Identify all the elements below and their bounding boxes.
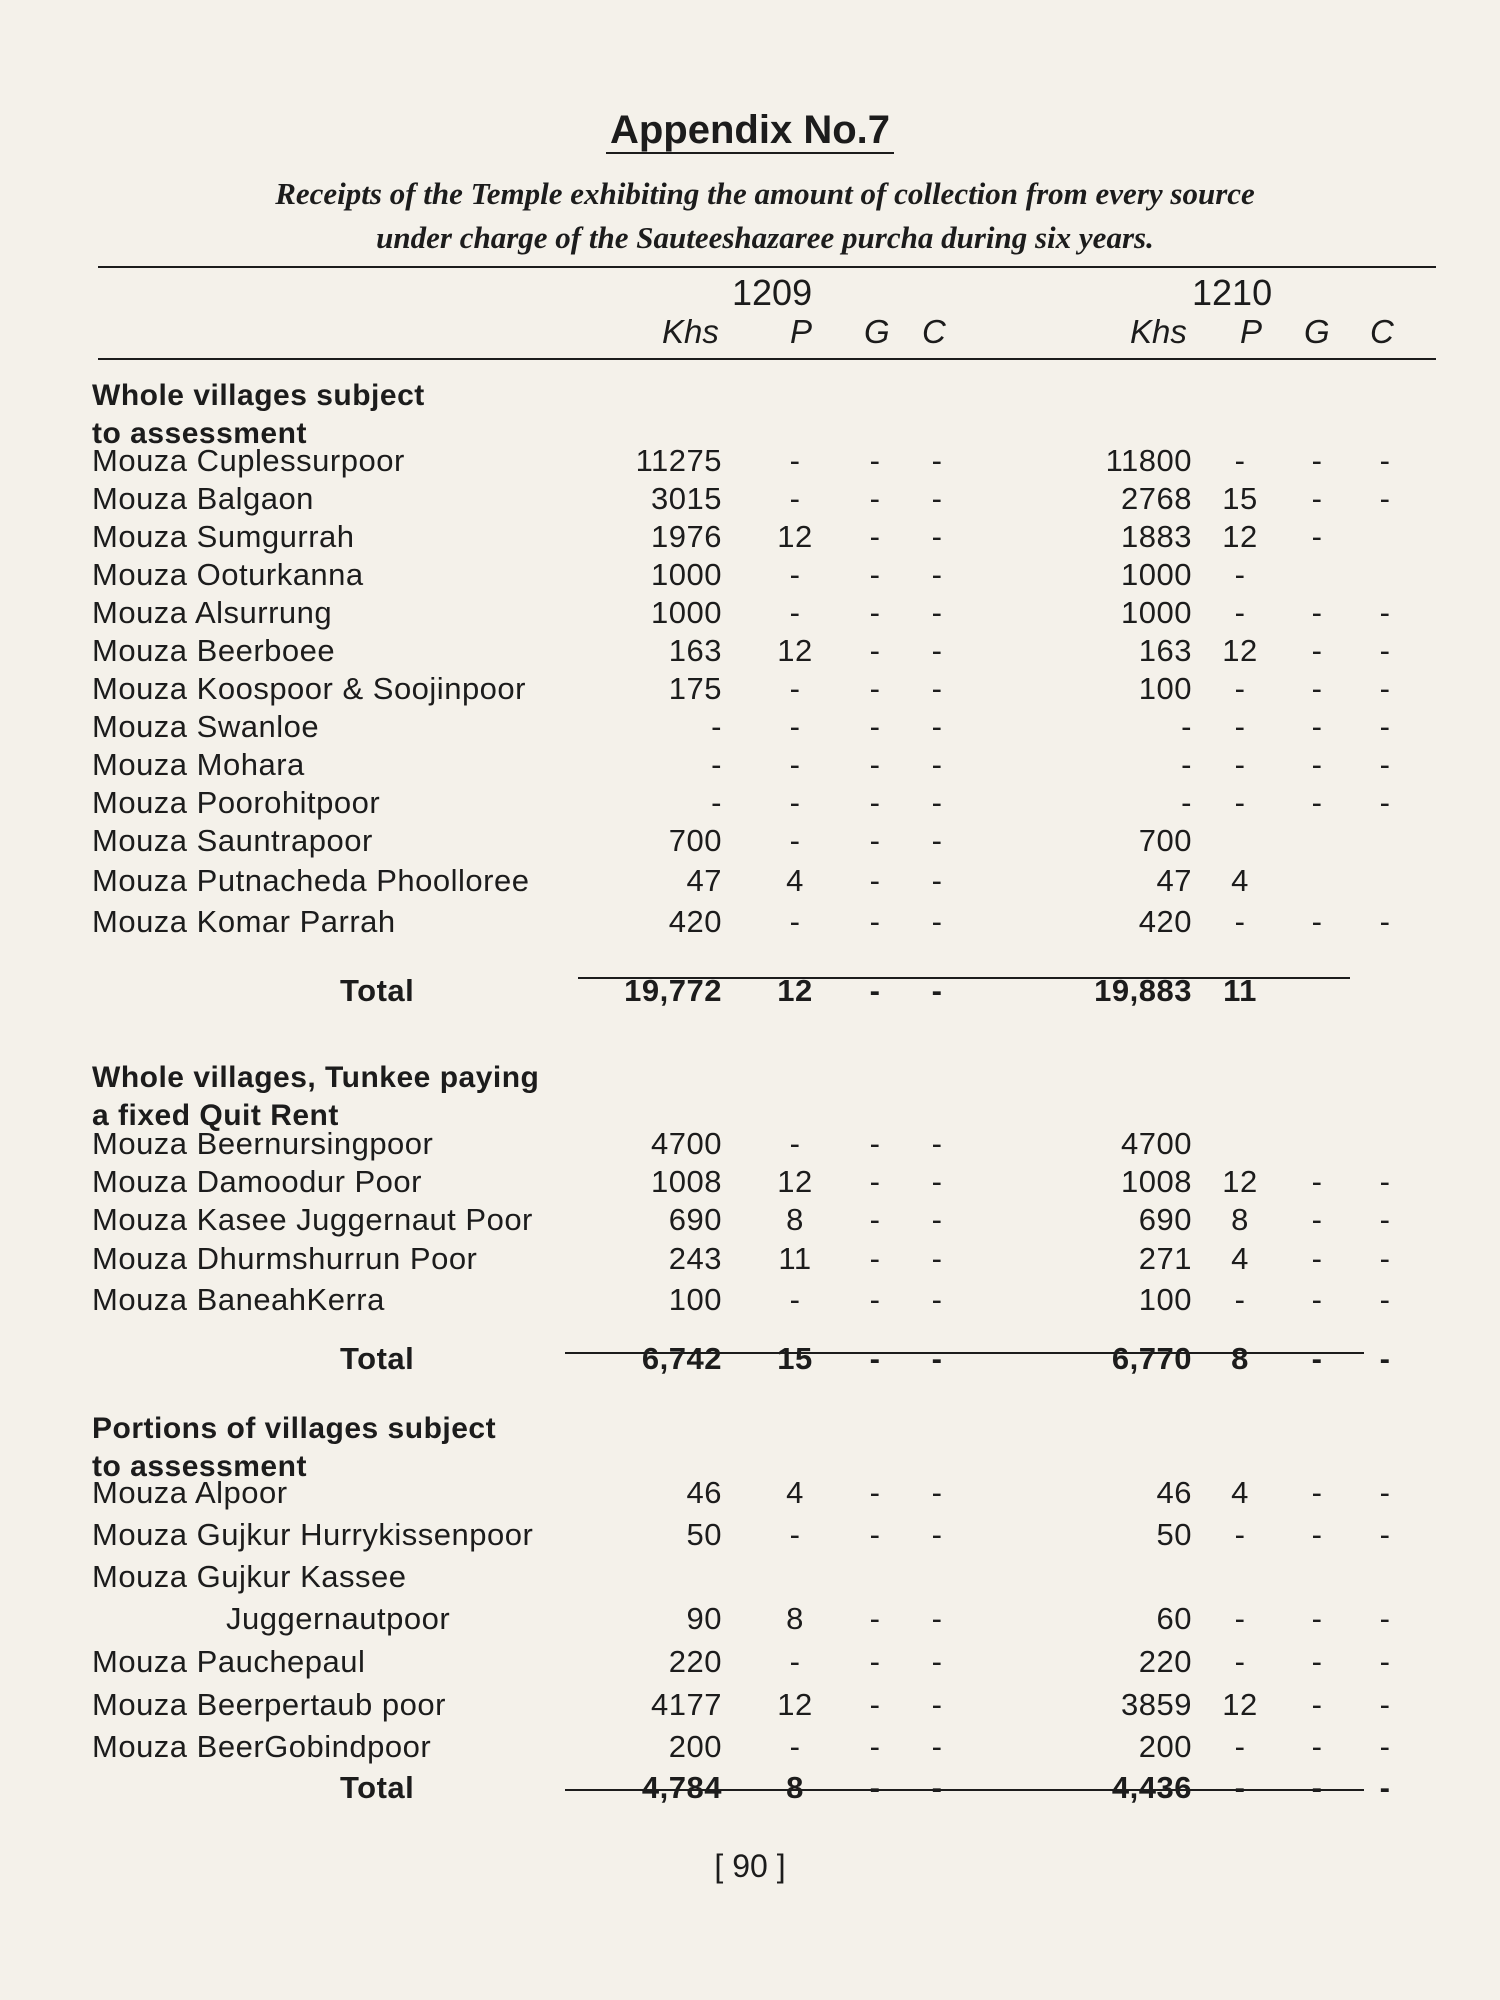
cell-g1: -: [869, 709, 881, 744]
header-bottom-rule: [98, 358, 1436, 360]
cell-p1: -: [789, 1126, 801, 1161]
cell-g2: -: [1311, 1202, 1323, 1237]
cell-g1: -: [869, 1517, 881, 1552]
cell-k2: 47: [1156, 863, 1192, 898]
cell-g2: -: [1311, 1601, 1323, 1636]
col-p-1: P: [790, 313, 813, 350]
cell-c2: -: [1379, 1601, 1391, 1636]
cell-k2: 1000: [1121, 557, 1192, 592]
cell-g1: -: [869, 863, 881, 898]
col-g-1: G: [864, 313, 890, 350]
total-row: [0, 972, 1500, 1010]
total-cell-c1: -: [931, 973, 943, 1008]
page-title: [0, 108, 1500, 153]
cell-p1: 4: [786, 863, 804, 898]
cell-p2: -: [1234, 1644, 1246, 1679]
cell-p2: -: [1234, 709, 1246, 744]
row-label: Mouza Poorohitpoor: [92, 785, 381, 820]
cell-k1: 90: [686, 1601, 722, 1636]
cell-k2: 220: [1138, 1644, 1192, 1679]
table-row: [0, 784, 1500, 822]
cell-c1: -: [931, 823, 943, 858]
table-row: [0, 1728, 1500, 1766]
cell-p1: 4: [786, 1475, 804, 1510]
cell-k2: 700: [1138, 823, 1192, 858]
cell-p2: -: [1234, 671, 1246, 706]
cell-g2: -: [1311, 1687, 1323, 1722]
cell-c2: -: [1379, 1687, 1391, 1722]
cell-p1: 12: [777, 1164, 813, 1199]
cell-g1: -: [869, 747, 881, 782]
table-row: [0, 1643, 1500, 1681]
total-cell-c2: -: [1379, 1770, 1391, 1805]
page-number: [ 90 ]: [714, 1848, 786, 1884]
cell-k1: 690: [668, 1202, 722, 1237]
cell-c2: -: [1379, 709, 1391, 744]
row-label: Mouza BeerGobindpoor: [92, 1729, 432, 1764]
table-row: [0, 1163, 1500, 1201]
table-row: [0, 480, 1500, 518]
cell-k2: 3859: [1121, 1687, 1192, 1722]
table-row: [0, 594, 1500, 632]
table-row: [0, 862, 1500, 900]
table-row: [0, 1240, 1500, 1278]
cell-g1: -: [869, 671, 881, 706]
table-row: [0, 746, 1500, 784]
cell-p2: 4: [1231, 863, 1249, 898]
cell-g1: -: [869, 1202, 881, 1237]
total-row: [0, 1340, 1500, 1378]
row-label: Mouza Putnacheda Phoolloree: [92, 863, 530, 898]
row-label: Juggernautpoor: [226, 1601, 451, 1636]
cell-g2: -: [1311, 443, 1323, 478]
cell-c1: -: [931, 863, 943, 898]
cell-p1: -: [789, 557, 801, 592]
cell-g2: -: [1311, 904, 1323, 939]
cell-p2: -: [1234, 1729, 1246, 1764]
cell-k1: 4177: [651, 1687, 722, 1722]
cell-c1: -: [931, 519, 943, 554]
cell-c1: -: [931, 1202, 943, 1237]
header-top-rule: [98, 266, 1436, 268]
year-1210-heading: 1210: [1192, 272, 1273, 313]
cell-p1: 12: [777, 1687, 813, 1722]
cell-p2: -: [1234, 785, 1246, 820]
cell-p1: -: [789, 709, 801, 744]
row-label: Mouza Beernursingpoor: [92, 1126, 434, 1161]
cell-k2: -: [1181, 785, 1192, 820]
cell-k2: 100: [1138, 1282, 1192, 1317]
cell-g2: -: [1311, 481, 1323, 516]
cell-c1: -: [931, 1475, 943, 1510]
total-cell-g1: -: [869, 1341, 881, 1376]
cell-p2: 12: [1222, 1164, 1258, 1199]
cell-k1: -: [711, 785, 722, 820]
cell-k2: 271: [1138, 1241, 1192, 1276]
cell-k1: 50: [686, 1517, 722, 1552]
table-row: [0, 708, 1500, 746]
col-p-2: P: [1240, 313, 1263, 350]
row-label: Mouza Dhurmshurrun Poor: [92, 1241, 478, 1276]
cell-g1: -: [869, 443, 881, 478]
cell-p2: -: [1234, 1601, 1246, 1636]
cell-g1: -: [869, 557, 881, 592]
row-label: Mouza Komar Parrah: [92, 904, 396, 939]
section-heading-line-2: to assessment: [92, 1450, 307, 1483]
cell-k2: 1883: [1121, 519, 1192, 554]
cell-g1: -: [869, 1475, 881, 1510]
cell-k2: 200: [1138, 1729, 1192, 1764]
table-row: [0, 1474, 1500, 1512]
cell-g1: -: [869, 823, 881, 858]
row-label: Mouza Balgaon: [92, 481, 314, 516]
cell-p2: -: [1234, 747, 1246, 782]
cell-p1: 8: [786, 1202, 804, 1237]
cell-k2: 4700: [1121, 1126, 1192, 1161]
row-label: Mouza Beerboee: [92, 633, 336, 668]
row-label: Mouza Gujkur Hurrykissenpoor: [92, 1517, 534, 1552]
cell-k1: 175: [668, 671, 722, 706]
cell-k1: 1976: [651, 519, 722, 554]
cell-g2: -: [1311, 671, 1323, 706]
cell-k1: 420: [668, 904, 722, 939]
row-label: Mouza Damoodur Poor: [92, 1164, 422, 1199]
cell-k2: 46: [1156, 1475, 1192, 1510]
total-cell-p1: 8: [786, 1770, 804, 1805]
row-label: Mouza Ooturkanna: [92, 557, 364, 592]
table-row: [0, 1686, 1500, 1724]
cell-k2: 163: [1138, 633, 1192, 668]
col-g-2: G: [1304, 313, 1330, 350]
cell-p1: -: [789, 671, 801, 706]
cell-c2: -: [1379, 671, 1391, 706]
cell-g1: -: [869, 519, 881, 554]
cell-c2: -: [1379, 595, 1391, 630]
total-label: Total: [340, 1770, 415, 1805]
section-heading-line-2: to assessment: [92, 417, 307, 450]
total-cell-p1: 15: [777, 1341, 813, 1376]
cell-g2: -: [1311, 1282, 1323, 1317]
cell-c1: -: [931, 1164, 943, 1199]
cell-g1: -: [869, 904, 881, 939]
cell-c2: -: [1379, 747, 1391, 782]
section-heading-line-1: Whole villages, Tunkee paying: [92, 1061, 540, 1094]
row-label: Mouza Mohara: [92, 747, 305, 782]
cell-g2: -: [1311, 709, 1323, 744]
cell-k1: 47: [686, 863, 722, 898]
section-heading-line-1: Whole villages subject: [92, 379, 425, 412]
cell-k1: 100: [668, 1282, 722, 1317]
cell-c1: -: [931, 709, 943, 744]
cell-c1: -: [931, 481, 943, 516]
cell-p2: 15: [1222, 481, 1258, 516]
row-label: Mouza Gujkur Kassee: [92, 1559, 407, 1594]
cell-c2: -: [1379, 1729, 1391, 1764]
cell-p1: -: [789, 443, 801, 478]
cell-k1: 1000: [651, 595, 722, 630]
cell-p2: 4: [1231, 1241, 1249, 1276]
cell-c2: -: [1379, 443, 1391, 478]
cell-c1: -: [931, 904, 943, 939]
cell-k1: 11275: [635, 443, 722, 478]
cell-p1: -: [789, 1517, 801, 1552]
cell-c1: -: [931, 443, 943, 478]
cell-c1: -: [931, 1126, 943, 1161]
row-label: Mouza Sauntrapoor: [92, 823, 373, 858]
cell-g1: -: [869, 1282, 881, 1317]
cell-g2: -: [1311, 1729, 1323, 1764]
cell-c2: -: [1379, 481, 1391, 516]
col-khs-1: Khs: [662, 313, 719, 350]
total-cell-k2: 4,436: [1111, 1770, 1192, 1805]
row-label: Mouza Beerpertaub poor: [92, 1687, 446, 1722]
cell-p2: 8: [1231, 1202, 1249, 1237]
total-cell-g2: -: [1311, 1341, 1323, 1376]
cell-k2: 100: [1138, 671, 1192, 706]
cell-c2: -: [1379, 904, 1391, 939]
cell-k1: 163: [668, 633, 722, 668]
cell-g2: -: [1311, 785, 1323, 820]
cell-k2: -: [1181, 747, 1192, 782]
cell-g2: -: [1311, 747, 1323, 782]
row-label: Mouza Swanloe: [92, 709, 320, 744]
cell-k2: 1008: [1121, 1164, 1192, 1199]
total-cell-k1: 6,742: [641, 1341, 722, 1376]
cell-k1: 700: [668, 823, 722, 858]
total-cell-p2: 11: [1223, 973, 1257, 1008]
table-row: [0, 1516, 1500, 1554]
total-label: Total: [340, 973, 415, 1008]
cell-p2: -: [1234, 595, 1246, 630]
cell-c1: -: [931, 785, 943, 820]
cell-g1: -: [869, 1164, 881, 1199]
cell-p1: -: [789, 595, 801, 630]
total-cell-c2: -: [1379, 1341, 1391, 1376]
cell-g2: -: [1311, 1644, 1323, 1679]
cell-p2: -: [1234, 1282, 1246, 1317]
cell-k1: -: [711, 709, 722, 744]
cell-k1: 1000: [651, 557, 722, 592]
row-label: Mouza Sumgurrah: [92, 519, 355, 554]
col-khs-2: Khs: [1130, 313, 1187, 350]
cell-c1: -: [931, 671, 943, 706]
section-heading-line-1: Portions of villages subject: [92, 1412, 497, 1445]
cell-c1: -: [931, 595, 943, 630]
table-row: [0, 1125, 1500, 1163]
cell-k1: 1008: [651, 1164, 722, 1199]
row-label: Mouza Alpoor: [92, 1475, 288, 1510]
total-cell-g1: -: [869, 1770, 881, 1805]
cell-p2: 12: [1222, 1687, 1258, 1722]
subtitle-line-2: under charge of the Sauteeshazaree purcha during six years.: [376, 220, 1154, 255]
total-cell-k1: 19,772: [624, 973, 722, 1008]
table-row: [0, 1281, 1500, 1319]
cell-c2: -: [1379, 1475, 1391, 1510]
cell-g1: -: [869, 1241, 881, 1276]
year-1209-heading: 1209: [732, 272, 813, 313]
cell-p1: -: [789, 1644, 801, 1679]
cell-p1: -: [789, 747, 801, 782]
cell-p2: -: [1234, 904, 1246, 939]
cell-c1: -: [931, 557, 943, 592]
cell-c1: -: [931, 1601, 943, 1636]
cell-c1: -: [931, 1644, 943, 1679]
total-cell-c1: -: [931, 1341, 943, 1376]
table-row: [0, 670, 1500, 708]
cell-p1: 12: [777, 519, 813, 554]
total-cell-g1: -: [869, 973, 881, 1008]
cell-g2: -: [1311, 1241, 1323, 1276]
cell-p1: 8: [786, 1601, 804, 1636]
cell-p1: -: [789, 481, 801, 516]
row-label: Mouza Pauchepaul: [92, 1644, 366, 1679]
page-subtitle: [90, 172, 1440, 260]
cell-c1: -: [931, 1282, 943, 1317]
cell-g1: -: [869, 1729, 881, 1764]
cell-c1: -: [931, 1729, 943, 1764]
cell-k1: 243: [668, 1241, 722, 1276]
cell-g1: -: [869, 595, 881, 630]
cell-p1: -: [789, 785, 801, 820]
col-c-1: C: [922, 313, 946, 350]
total-cell-k1: 4,784: [641, 1770, 722, 1805]
cell-k2: 60: [1156, 1601, 1192, 1636]
cell-p2: -: [1234, 443, 1246, 478]
cell-c1: -: [931, 1241, 943, 1276]
cell-c1: -: [931, 633, 943, 668]
total-cell-p2: 8: [1231, 1341, 1249, 1376]
cell-c2: -: [1379, 1164, 1391, 1199]
total-label: Total: [340, 1341, 415, 1376]
cell-p1: -: [789, 1729, 801, 1764]
total-cell-g2: -: [1311, 1770, 1323, 1805]
cell-k2: 11800: [1105, 443, 1192, 478]
cell-k2: 420: [1138, 904, 1192, 939]
cell-k1: 220: [668, 1644, 722, 1679]
table-row: [0, 822, 1500, 860]
title-text: Appendix No.7: [606, 108, 894, 154]
cell-c1: -: [931, 1687, 943, 1722]
col-c-2: C: [1370, 313, 1394, 350]
total-cell-c1: -: [931, 1770, 943, 1805]
row-label: Mouza Koospoor & Soojinpoor: [92, 671, 526, 706]
cell-c2: -: [1379, 1241, 1391, 1276]
total-cell-p1: 12: [777, 973, 813, 1008]
cell-g1: -: [869, 481, 881, 516]
cell-k1: 4700: [651, 1126, 722, 1161]
cell-k2: -: [1181, 709, 1192, 744]
section-heading: [92, 1059, 539, 1135]
cell-k2: 50: [1156, 1517, 1192, 1552]
cell-g1: -: [869, 1644, 881, 1679]
row-label: Mouza Alsurrung: [92, 595, 333, 630]
cell-p1: 12: [777, 633, 813, 668]
table-row: [0, 1558, 1500, 1596]
cell-g1: -: [869, 1126, 881, 1161]
cell-c2: -: [1379, 785, 1391, 820]
table-row: [0, 632, 1500, 670]
row-label: Mouza BaneahKerra: [92, 1282, 385, 1317]
cell-g2: -: [1311, 1164, 1323, 1199]
cell-p1: 11: [778, 1241, 812, 1276]
cell-p2: -: [1234, 1517, 1246, 1552]
cell-k2: 690: [1138, 1202, 1192, 1237]
total-cell-p2: -: [1234, 1770, 1246, 1805]
table-row: [0, 556, 1500, 594]
cell-k1: 46: [686, 1475, 722, 1510]
cell-p2: 4: [1231, 1475, 1249, 1510]
total-cell-k2: 6,770: [1111, 1341, 1192, 1376]
cell-c2: -: [1379, 1644, 1391, 1679]
cell-c2: -: [1379, 1202, 1391, 1237]
cell-p1: -: [789, 823, 801, 858]
cell-g2: -: [1311, 595, 1323, 630]
cell-k2: 1000: [1121, 595, 1192, 630]
cell-c2: -: [1379, 1517, 1391, 1552]
cell-g2: -: [1311, 1475, 1323, 1510]
cell-p2: 12: [1222, 519, 1258, 554]
table-row: [0, 1600, 1500, 1638]
table-row: [0, 518, 1500, 556]
cell-g1: -: [869, 1601, 881, 1636]
cell-g2: -: [1311, 1517, 1323, 1552]
subtitle-line-1: Receipts of the Temple exhibiting the amount of collection from every source: [275, 176, 1255, 211]
cell-c2: -: [1379, 633, 1391, 668]
cell-p2: 12: [1222, 633, 1258, 668]
total-row: [0, 1769, 1500, 1807]
row-label: Mouza Cuplessurpoor: [92, 443, 405, 478]
cell-k1: -: [711, 747, 722, 782]
total-cell-k2: 19,883: [1094, 973, 1192, 1008]
cell-c2: -: [1379, 1282, 1391, 1317]
cell-k2: 2768: [1121, 481, 1192, 516]
cell-g2: -: [1311, 519, 1323, 554]
table-row: [0, 903, 1500, 941]
cell-g2: -: [1311, 633, 1323, 668]
cell-c1: -: [931, 747, 943, 782]
table-row: [0, 442, 1500, 480]
cell-p1: -: [789, 1282, 801, 1317]
cell-k1: 3015: [651, 481, 722, 516]
section-heading-line-2: a fixed Quit Rent: [92, 1099, 339, 1132]
cell-p1: -: [789, 904, 801, 939]
cell-k1: 200: [668, 1729, 722, 1764]
table-row: [0, 1201, 1500, 1239]
cell-c1: -: [931, 1517, 943, 1552]
cell-g1: -: [869, 785, 881, 820]
row-label: Mouza Kasee Juggernaut Poor: [92, 1202, 533, 1237]
cell-p2: -: [1234, 557, 1246, 592]
cell-g1: -: [869, 1687, 881, 1722]
cell-g1: -: [869, 633, 881, 668]
